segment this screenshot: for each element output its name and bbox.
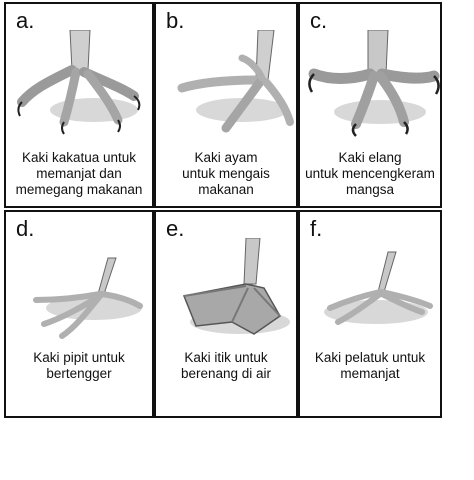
- duck-foot-icon: [162, 238, 296, 346]
- panel-letter: b.: [166, 8, 185, 33]
- panel-b: [154, 2, 298, 208]
- panel-d: [4, 210, 154, 418]
- panel-letter: a.: [16, 8, 35, 33]
- caption-d: Kaki pipit untuk bertengger: [33, 350, 125, 381]
- chicken-foot-icon: [162, 30, 296, 138]
- panel-letter: e.: [166, 216, 185, 241]
- panel-letter: c.: [310, 8, 328, 33]
- panel-c: [298, 2, 442, 208]
- caption-f: Kaki pelatuk untuk memanjat: [314, 350, 426, 381]
- caption-c: Kaki elang untuk mencengkeram mangsa: [305, 150, 435, 197]
- parrot-foot-icon: [12, 30, 146, 138]
- caption-a: Kaki kakatua untuk memanjat dan memegang makanan: [15, 150, 143, 197]
- panel-f: [298, 210, 442, 418]
- panel-a: [4, 2, 154, 208]
- sparrow-foot-icon: [12, 238, 146, 346]
- eagle-foot-icon: [306, 30, 440, 138]
- woodpecker-foot-icon: [306, 238, 440, 346]
- panel-letter: d.: [16, 216, 35, 241]
- panel-e: [154, 210, 298, 418]
- caption-b: Kaki ayam untuk mengais makanan: [182, 150, 270, 197]
- caption-e: Kaki itik untuk berenang di air: [180, 350, 272, 381]
- panel-letter: f.: [310, 216, 323, 241]
